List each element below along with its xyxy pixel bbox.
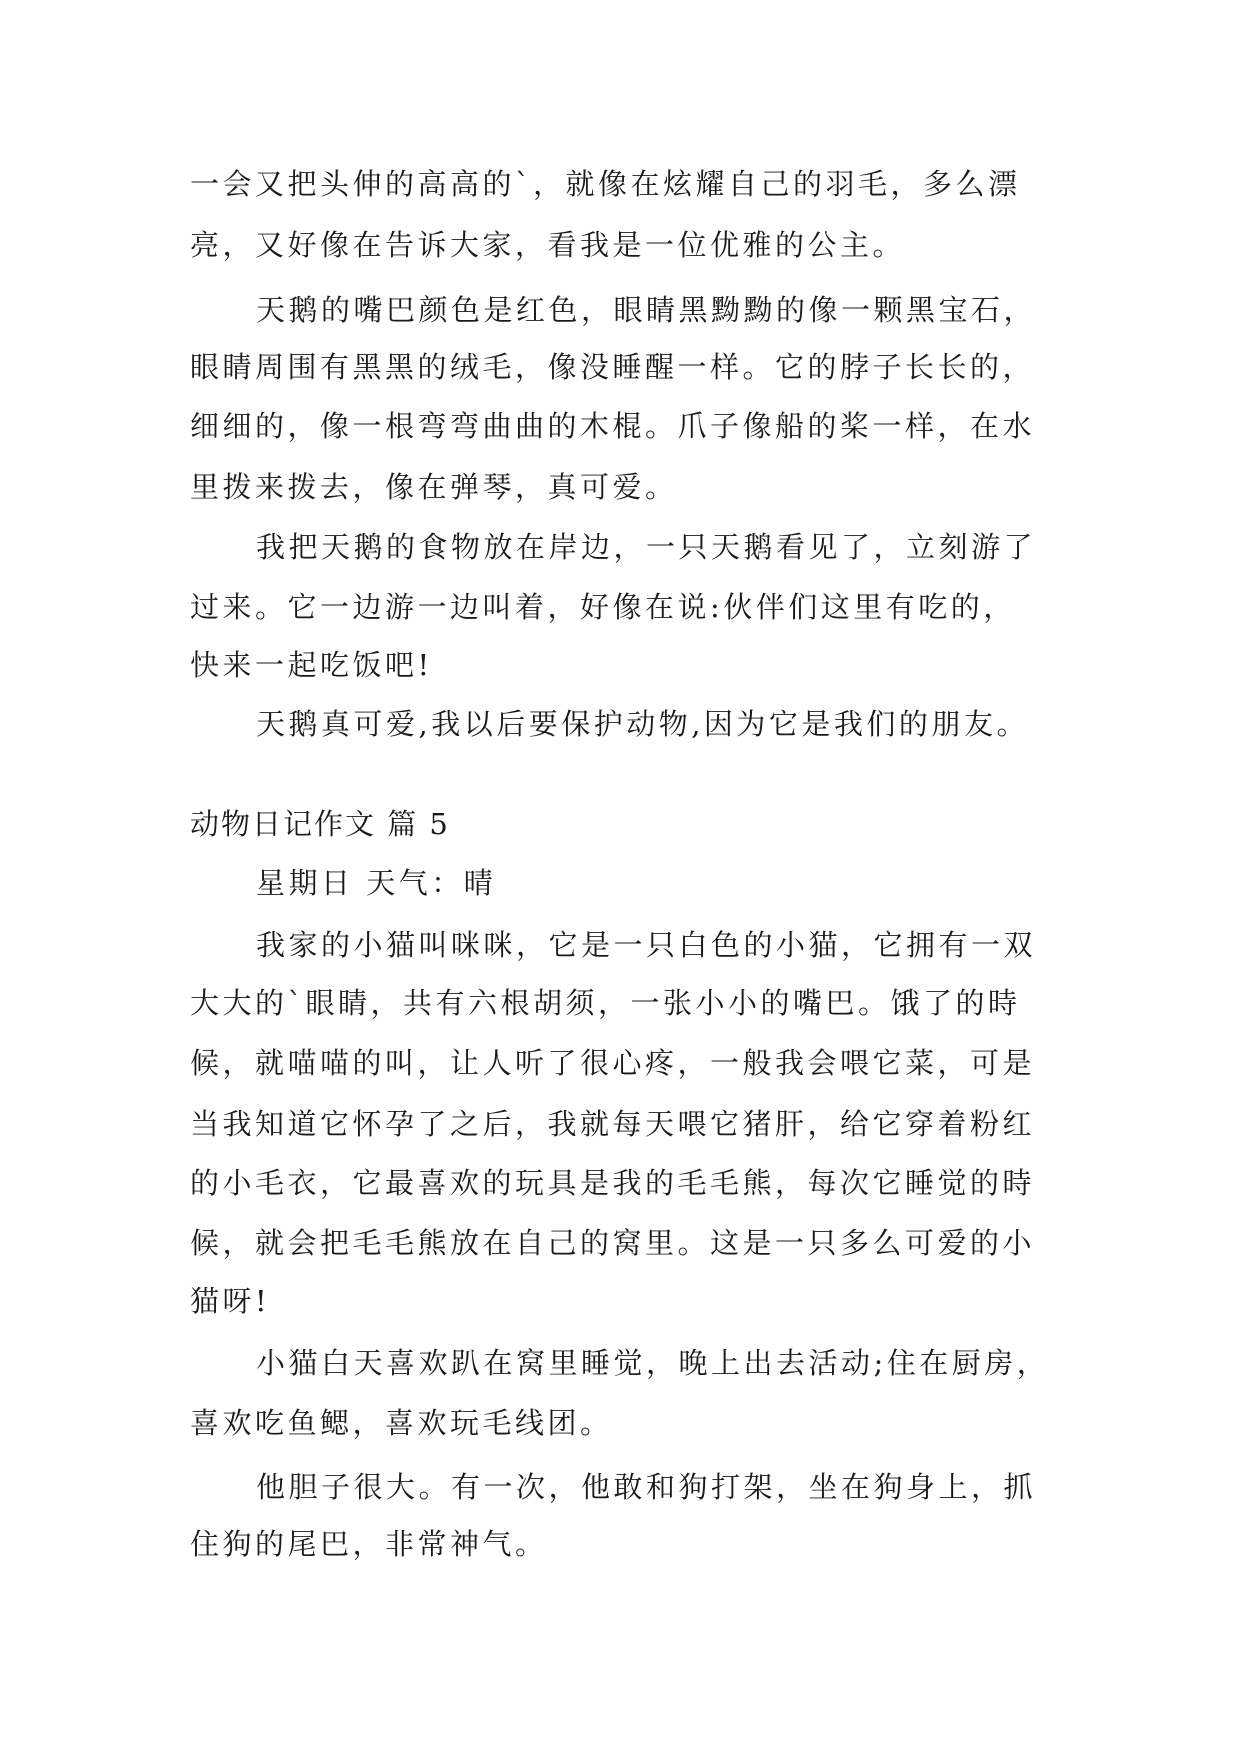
text-line: 天鹅的嘴巴颜色是红色，眼睛黑黝黝的像一颗黑宝石， — [256, 293, 1037, 327]
date-weather-line: 星期日 天气：晴 — [256, 866, 497, 900]
text-line: 候，就喵喵的叫，让人听了很心疼，一般我会喂它菜，可是 — [190, 1046, 1036, 1080]
text-line: 当我知道它怀孕了之后，我就每天喂它猪肝，给它穿着粉红 — [190, 1107, 1036, 1141]
text-line: 一会又把头伸的高高的`，就像在炫耀自己的羽毛，多么漂 — [190, 167, 1021, 201]
text-line: 小猫白天喜欢趴在窝里睡觉，晚上出去活动;住在厨房， — [256, 1346, 1050, 1380]
text-line: 的小毛衣，它最喜欢的玩具是我的毛毛熊，每次它睡觉的時 — [190, 1166, 1036, 1200]
text-line: 亮，又好像在告诉大家，看我是一位优雅的公主。 — [190, 228, 906, 262]
text-line: 快来一起吃饭吧! — [190, 648, 433, 682]
text-line: 天鹅真可爱,我以后要保护动物,因为它是我们的朋友。 — [256, 707, 1029, 741]
text-line: 眼睛周围有黑黑的绒毛，像没睡醒一样。它的脖子长长的， — [190, 350, 1036, 384]
text-line: 过来。它一边游一边叫着，好像在说:伙伴们这里有吃的， — [190, 590, 1016, 624]
text-line: 候，就会把毛毛熊放在自己的窝里。这是一只多么可爱的小 — [190, 1226, 1036, 1260]
section-heading: 动物日记作文 篇 5 — [190, 807, 450, 841]
text-line: 住狗的尾巴，非常神气。 — [190, 1527, 548, 1561]
text-line: 我家的小猫叫咪咪，它是一只白色的小猫，它拥有一双 — [256, 928, 1037, 962]
text-line: 大大的`眼睛，共有六根胡须，一张小小的嘴巴。饿了的時 — [190, 986, 1021, 1020]
text-line: 我把天鹅的食物放在岸边，一只天鹅看见了，立刻游了 — [256, 530, 1037, 564]
text-line: 细细的，像一根弯弯曲曲的木棍。爪子像船的桨一样，在水 — [190, 409, 1036, 443]
text-line: 喜欢吃鱼鳃，喜欢玩毛线团。 — [190, 1406, 613, 1440]
text-line: 里拨来拨去，像在弹琴，真可爱。 — [190, 470, 678, 504]
text-line: 他胆子很大。有一次，他敢和狗打架，坐在狗身上，抓 — [256, 1470, 1037, 1504]
text-line: 猫呀! — [190, 1284, 271, 1318]
